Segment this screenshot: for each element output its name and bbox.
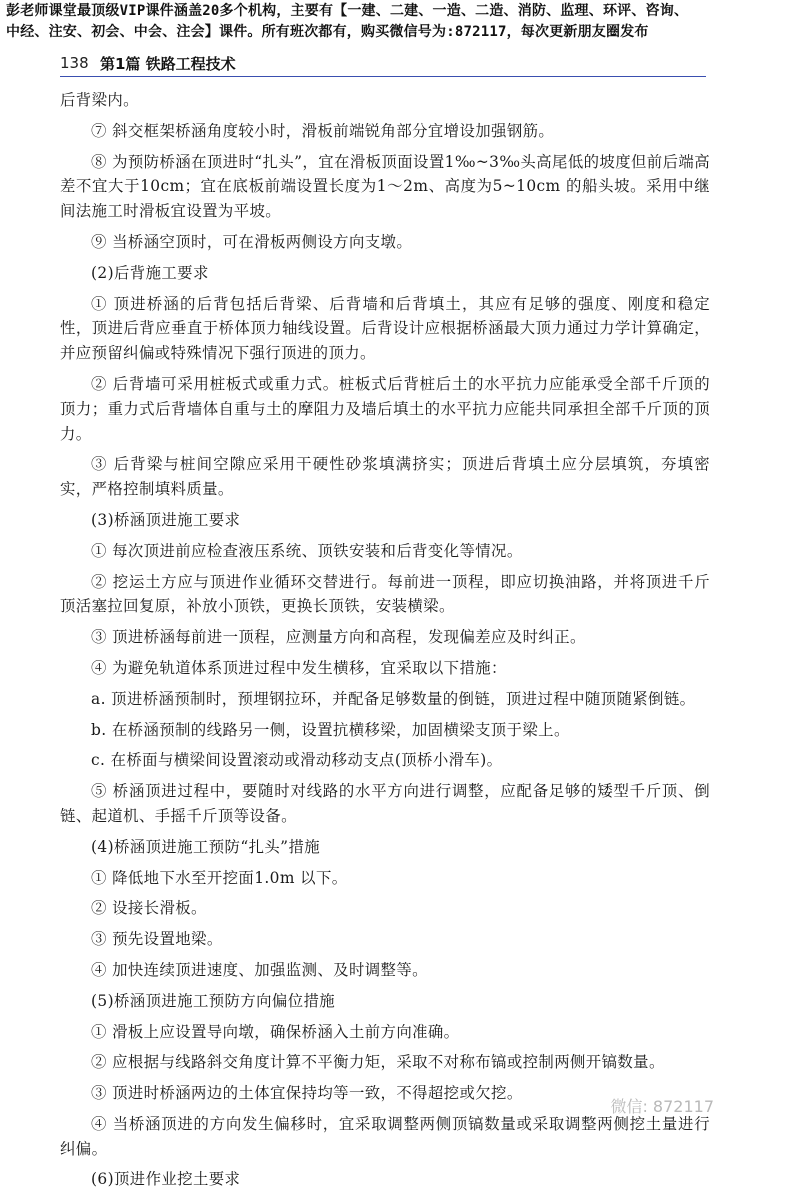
paragraph: ② 设接长滑板。 xyxy=(91,899,207,918)
paragraph: 后背梁内。 xyxy=(60,91,139,109)
paragraph: ① 滑板上应设置导向墩，确保桥涵入土前方向准确。 xyxy=(91,1022,460,1041)
paragraph: ① 顶进桥涵的后背包括后背梁、后背墙和后背填土，其应有足够的强度、刚度和稳定性，顶进后背应垂直于桥体顶力轴线设置。后背设计应根据桥涵最大顶力通过力学计算确定，并应预留纠偏或特殊情况下强行顶进的顶力。 xyxy=(60,294,710,363)
paragraph: ③ 顶进时桥涵两边的土体宜保持均等一致，不得超挖或欠挖。 xyxy=(91,1084,523,1103)
paragraph: ④ 加快连续顶进速度、加强监测、及时调整等。 xyxy=(91,960,428,979)
section-heading: (5)桥涵顶进施工预防方向偏位措施 xyxy=(91,991,336,1010)
promo-banner-line-2: 中经、注安、初会、中会、注会】课件。所有班次都有，购买微信号为:872117，每次更新朋友圈发布 xyxy=(6,24,649,40)
paragraph: a. 顶进桥涵预制时，预埋钢拉环，并配备足够数量的倒链，顶进过程中随顶随紧倒链。 xyxy=(91,689,696,708)
paragraph: c. 在桥面与横梁间设置滚动或滑动移动支点(顶桥小滑车)。 xyxy=(91,751,503,770)
section-heading: (4)桥涵顶进施工预防“扎头”措施 xyxy=(91,837,321,856)
paragraph: ① 每次顶进前应检查液压系统、顶铁安装和后背变化等情况。 xyxy=(91,541,523,560)
part-title: 第1篇 铁路工程技术 xyxy=(100,55,236,73)
paragraph: ③ 顶进桥涵每前进一顶程，应测量方向和高程，发现偏差应及时纠正。 xyxy=(91,628,586,647)
section-heading: (2)后背施工要求 xyxy=(91,263,209,282)
paragraph: ② 后背墙可采用桩板式或重力式。桩板式后背桩后土的水平抗力应能承受全部千斤顶的顶力；重力式后背墙体自重与土的摩阻力及墙后填土的水平抗力应能共同承担全部千斤顶的顶力。 xyxy=(60,374,710,443)
section-heading: (3)桥涵顶进施工要求 xyxy=(91,510,241,529)
section-heading: (6)顶进作业挖土要求 xyxy=(91,1170,241,1189)
promo-banner xyxy=(6,1,796,43)
paragraph: ③ 后背梁与桩间空隙应采用干硬性砂浆填满挤实；顶进后背填土应分层填筑，夯填密实，严格控制填料质量。 xyxy=(60,455,710,499)
paragraph: ⑤ 桥涵顶进过程中，要随时对线路的水平方向进行调整，应配备足够的矮型千斤顶、倒链、起道机、手摇千斤顶等设备。 xyxy=(60,782,710,825)
paragraph: ⑧ 为预防桥涵在顶进时“扎头”，宜在滑板顶面设置1‰~3‰头高尾低的坡度但前后端高差不宜大于10cm；宜在底板前端设置长度为1～2m、高度为5~10cm 的船头坡。采用中继间法施工时滑板宜设置为平坡。 xyxy=(60,152,710,221)
paragraph: ④ 为避免轨道体系顶进过程中发生横移，宜采取以下措施： xyxy=(91,658,507,677)
promo-banner-line-1: 彭老师课堂最顶级VIP课件涵盖20多个机构，主要有【一建、二建、一造、二造、消防、监理、环评、咨询、 xyxy=(6,3,689,19)
paragraph: ⑦ 斜交框架桥涵角度较小时，滑板前端锐角部分宜增设加强钢筋。 xyxy=(91,121,555,140)
page-number: 138 xyxy=(60,54,89,72)
paragraph: ① 降低地下水至开挖面1.0m 以下。 xyxy=(91,868,348,887)
running-header xyxy=(60,52,706,77)
paragraph: ⑨ 当桥涵空顶时，可在滑板两侧设方向支墩。 xyxy=(91,232,413,251)
paragraph: ② 挖运土方应与顶进作业循环交替进行。每前进一顶程，即应切换油路，并将顶进千斤顶活塞拉回复原，补放小顶铁，更换长顶铁，安装横梁。 xyxy=(60,572,710,616)
page-body xyxy=(60,88,710,1192)
paragraph: b. 在桥涵预制的线路另一侧，设置抗横移梁，加固横梁支顶于梁上。 xyxy=(91,720,570,739)
wechat-footer: 微信: 872117 xyxy=(610,1097,714,1116)
paragraph: ② 应根据与线路斜交角度计算不平衡力矩，采取不对称布镐或控制两侧开镐数量。 xyxy=(91,1053,665,1072)
paragraph: ③ 预先设置地梁。 xyxy=(91,930,223,949)
paragraph: ④ 当桥涵顶进的方向发生偏移时，宜采取调整两侧顶镐数量或采取调整两侧挖土量进行纠偏。 xyxy=(60,1114,710,1158)
